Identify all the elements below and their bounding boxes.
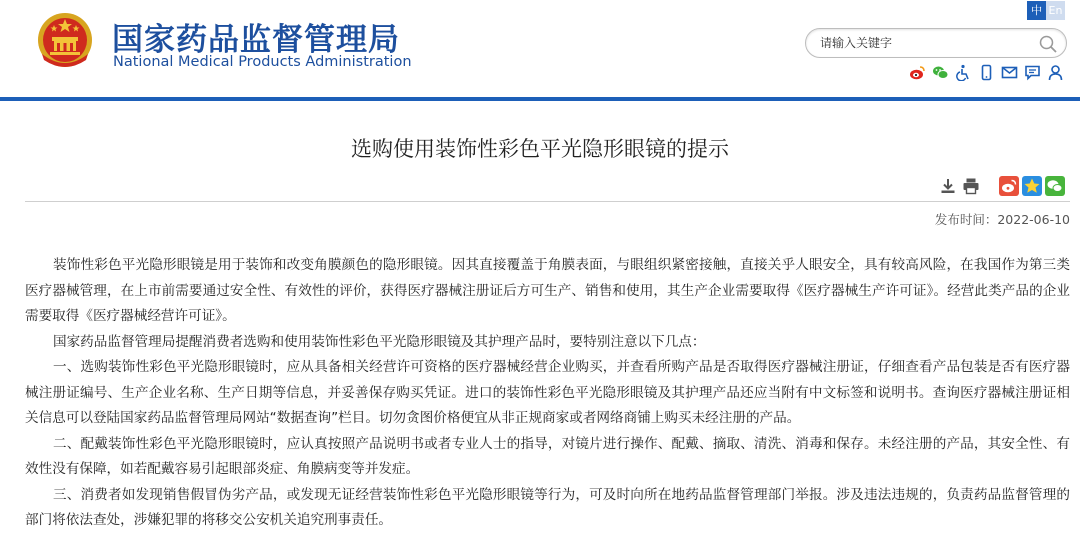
mobile-icon[interactable]: [978, 64, 995, 81]
header-tool-icons: [909, 64, 1064, 81]
article-paragraph: 二、配戴装饰性彩色平光隐形眼镜时，应认真按照产品说明书或者专业人士的指导，对镜片进行操作、配戴、摘取、清洗、消毒和保存。未经注册的产品，其安全性、有效性没有保障，如若配戴容易引起眼部炎症、角膜病变等并发症。: [25, 435, 1070, 477]
article-paragraph: 装饰性彩色平光隐形眼镜是用于装饰和改变角膜颜色的隐形眼镜。因其直接覆盖于角膜表面，与眼组织紧密接触，直接关乎人眼安全，具有较高风险，在我国作为第三类医疗器械管理，在上市前需要通过安全性、有效性的评价，获得医疗器械注册证后方可生产、销售和使用，其生产企业需要取得《医疗器械生产许可证》。经营此类产品的企业需要取得《医疗器械经营许可证》。: [25, 257, 1070, 324]
site-name-en[interactable]: National Medical Products Administration: [113, 54, 412, 70]
site-header: [0, 0, 1080, 98]
email-icon[interactable]: [1001, 64, 1018, 81]
user-icon[interactable]: [1047, 64, 1064, 81]
header-divider-bar: [0, 97, 1080, 101]
article-paragraph: 国家药品监督管理局提醒消费者选购和使用装饰性彩色平光隐形眼镜及其护理产品时，要特别注意以下几点：: [53, 333, 706, 350]
article-paragraph: 三、消费者如发现销售假冒伪劣产品，或发现无证经营装饰性彩色平光隐形眼镜等行为，可及时向所在地药品监督管理部门举报。涉及违法违规的，负责药品监督管理的部门将依法查处，涉嫌犯罪的将移交公安机关追究刑事责任。: [25, 486, 1070, 528]
search-input[interactable]: [820, 34, 1030, 52]
article-tools: [938, 176, 1065, 196]
search-box: [805, 28, 1067, 58]
lang-en-button[interactable]: En: [1046, 1, 1065, 20]
article-paragraph: 一、选购装饰性彩色平光隐形眼镜时，应从具备相关经营许可资格的医疗器械经营企业购买，并查看所购产品是否取得医疗器械注册证，仔细查看产品包装是否有医疗器械注册证编号、生产企业名称、生产日期等信息，并妥善保存购买凭证。进口的装饰性彩色平光隐形眼镜及其护理产品还应当附有中文标签和说明书。查询医疗器械注册证相关信息可以登陆国家药品监督管理局网站“数据查询”栏目。切勿贪图价格便宜从非正规商家或者网络商铺上购买未经注册的产品。: [25, 359, 1070, 426]
share-wechat-icon[interactable]: [1045, 176, 1065, 196]
download-icon[interactable]: [938, 176, 958, 196]
print-icon[interactable]: [961, 176, 981, 196]
title-divider: [25, 201, 1070, 202]
weibo-icon[interactable]: [909, 64, 926, 81]
accessibility-icon[interactable]: [955, 64, 972, 81]
share-weibo-icon[interactable]: [999, 176, 1019, 196]
wechat-icon[interactable]: [932, 64, 949, 81]
lang-zh-button[interactable]: 中: [1027, 1, 1046, 20]
search-icon[interactable]: [1038, 34, 1058, 54]
share-qzone-icon[interactable]: [1022, 176, 1042, 196]
site-name-cn[interactable]: 国家药品监督管理局: [112, 22, 400, 58]
publish-date: 发布时间：2022-06-10: [934, 212, 1070, 227]
message-icon[interactable]: [1024, 64, 1041, 81]
national-emblem-logo[interactable]: [36, 10, 94, 70]
language-switch: [1027, 1, 1065, 20]
article-body: [25, 253, 1070, 534]
article-title: 选购使用装饰性彩色平光隐形眼镜的提示: [351, 137, 729, 161]
